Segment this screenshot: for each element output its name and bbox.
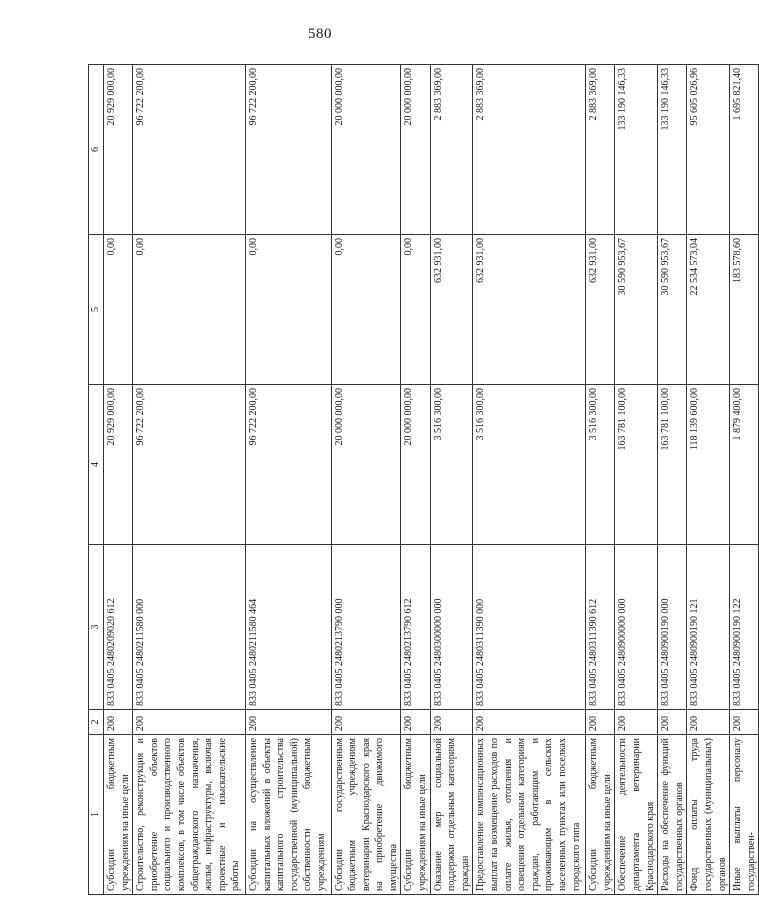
table-row: [331, 65, 401, 895]
row-amount-cell: 30 590 953,67: [615, 235, 658, 385]
row-amount-cell: 0,00: [104, 235, 133, 385]
header-cell: 1: [89, 735, 104, 895]
row-amount-cell: 0,00: [401, 235, 430, 385]
row-code-cell: 833 0405 2480900190 000: [658, 545, 687, 710]
budget-table: [88, 64, 759, 895]
row-amount-cell: 2 883 369,00: [473, 65, 586, 235]
row-amount-cell: 20 000 000,00: [401, 65, 430, 235]
row-code-cell: 833 0405 2480213790 000: [331, 545, 401, 710]
row-code-cell: 833 0405 2480211580 464: [245, 545, 331, 710]
table-row: [430, 65, 473, 895]
header-cell: 2: [89, 710, 104, 735]
row-type-cell: 200: [586, 710, 615, 735]
row-amount-cell: 30 590 953,67: [658, 235, 687, 385]
header-cell: 5: [89, 235, 104, 385]
row-amount-cell: 0,00: [133, 235, 246, 385]
row-amount-cell: 163 781 100,00: [658, 385, 687, 545]
row-code-cell: 833 0405 2480900190 122: [730, 545, 759, 710]
row-type-cell: 200: [430, 710, 473, 735]
row-amount-cell: 96 722 200,00: [245, 385, 331, 545]
row-amount-cell: 22 534 573,04: [687, 235, 730, 385]
row-amount-cell: 95 605 026,96: [687, 65, 730, 235]
row-amount-cell: 632 931,00: [473, 235, 586, 385]
table-header-row: [89, 65, 104, 895]
row-amount-cell: 0,00: [245, 235, 331, 385]
row-type-cell: 200: [473, 710, 586, 735]
row-name-cell: Субсидии на осуществление капитальных вложений в объекты капитального строительства государственной (муниципальной) собственности бюджетным учреждениям: [245, 735, 331, 895]
row-code-cell: 833 0405 2480300000 000: [430, 545, 473, 710]
row-type-cell: 200: [687, 710, 730, 735]
row-code-cell: 833 0405 2480211580 000: [133, 545, 246, 710]
row-name-cell: Обеспечение деятельности департамента ветеринарии Краснодарского края: [615, 735, 658, 895]
row-amount-cell: 3 516 300,00: [586, 385, 615, 545]
row-amount-cell: 3 516 300,00: [430, 385, 473, 545]
table-row: [104, 65, 133, 895]
row-amount-cell: 2 883 369,00: [430, 65, 473, 235]
row-amount-cell: 96 722 200,00: [245, 65, 331, 235]
row-name-cell: Субсидии бюджетным учреждениям на иные цели: [401, 735, 430, 895]
row-type-cell: 200: [245, 710, 331, 735]
row-amount-cell: 163 781 100,00: [615, 385, 658, 545]
row-code-cell: 833 0405 2480311390 612: [586, 545, 615, 710]
table-row: [730, 65, 759, 895]
row-amount-cell: 1 879 400,00: [730, 385, 759, 545]
row-amount-cell: 20 929 000,00: [104, 385, 133, 545]
row-amount-cell: 133 190 146,33: [658, 65, 687, 235]
table-row: [687, 65, 730, 895]
row-amount-cell: 118 139 600,00: [687, 385, 730, 545]
row-amount-cell: 20 929 000,00: [104, 65, 133, 235]
row-type-cell: 200: [615, 710, 658, 735]
row-code-cell: 833 0405 2480209020 612: [104, 545, 133, 710]
header-cell: 4: [89, 385, 104, 545]
row-code-cell: 833 0405 2480900000 000: [615, 545, 658, 710]
row-type-cell: 200: [133, 710, 246, 735]
row-amount-cell: 2 883 369,00: [586, 65, 615, 235]
row-type-cell: 200: [658, 710, 687, 735]
row-type-cell: 200: [730, 710, 759, 735]
row-amount-cell: 0,00: [331, 235, 401, 385]
row-amount-cell: 632 931,00: [586, 235, 615, 385]
row-name-cell: Строительство, реконструкция и приобретение объектов социального и производственного комплексов, в том числе объектов общегражданского назначения, жилья, инфраструктуры, включая проектные и изыскательские работы: [133, 735, 246, 895]
header-cell: 6: [89, 65, 104, 235]
row-code-cell: 833 0405 2480900190 121: [687, 545, 730, 710]
row-type-cell: 200: [104, 710, 133, 735]
table-row: [133, 65, 246, 895]
row-code-cell: 833 0405 2480311390 000: [473, 545, 586, 710]
row-type-cell: 200: [331, 710, 401, 735]
row-amount-cell: 183 578,60: [730, 235, 759, 385]
row-amount-cell: 3 516 300,00: [473, 385, 586, 545]
header-cell: 3: [89, 545, 104, 710]
table-row: [245, 65, 331, 895]
row-name-cell: Субсидии государственным бюджетным учреждениям ветеринарии Краснодарского края на приобретение движимого имущества: [331, 735, 401, 895]
table-row: [401, 65, 430, 895]
row-amount-cell: 96 722 200,00: [133, 385, 246, 545]
table-row: [615, 65, 658, 895]
row-amount-cell: 632 931,00: [430, 235, 473, 385]
row-code-cell: 833 0405 2480213790 612: [401, 545, 430, 710]
row-name-cell: Субсидии бюджетным учреждениям на иные цели: [586, 735, 615, 895]
row-type-cell: 200: [401, 710, 430, 735]
table-row: [473, 65, 586, 895]
row-name-cell: Предоставление компенсационных выплат на возмещение расходов по оплате жилья, отопления и освещения отдельным категориям граждан, работающим и проживающим в сельских населенных пунктах или поселках городского типа: [473, 735, 586, 895]
row-name-cell: Оказание мер социальной поддержки отдельным категориям граждан: [430, 735, 473, 895]
row-name-cell: Субсидии бюджетным учреждениям на иные цели: [104, 735, 133, 895]
row-name-cell: Иные выплаты персоналу государствен-: [730, 735, 759, 895]
page-number: 580: [308, 26, 332, 42]
row-amount-cell: 96 722 200,00: [133, 65, 246, 235]
row-name-cell: Фонд оплаты труда государственных (муниципальных) органов: [687, 735, 730, 895]
row-amount-cell: 20 000 000,00: [331, 385, 401, 545]
table-row: [658, 65, 687, 895]
table-row: [586, 65, 615, 895]
row-amount-cell: 1 695 821,40: [730, 65, 759, 235]
row-amount-cell: 20 000 000,00: [401, 385, 430, 545]
row-amount-cell: 20 000 000,00: [331, 65, 401, 235]
rotated-table-container: [88, 65, 757, 895]
row-name-cell: Расходы на обеспечение функций государственных органов: [658, 735, 687, 895]
row-amount-cell: 133 190 146,33: [615, 65, 658, 235]
